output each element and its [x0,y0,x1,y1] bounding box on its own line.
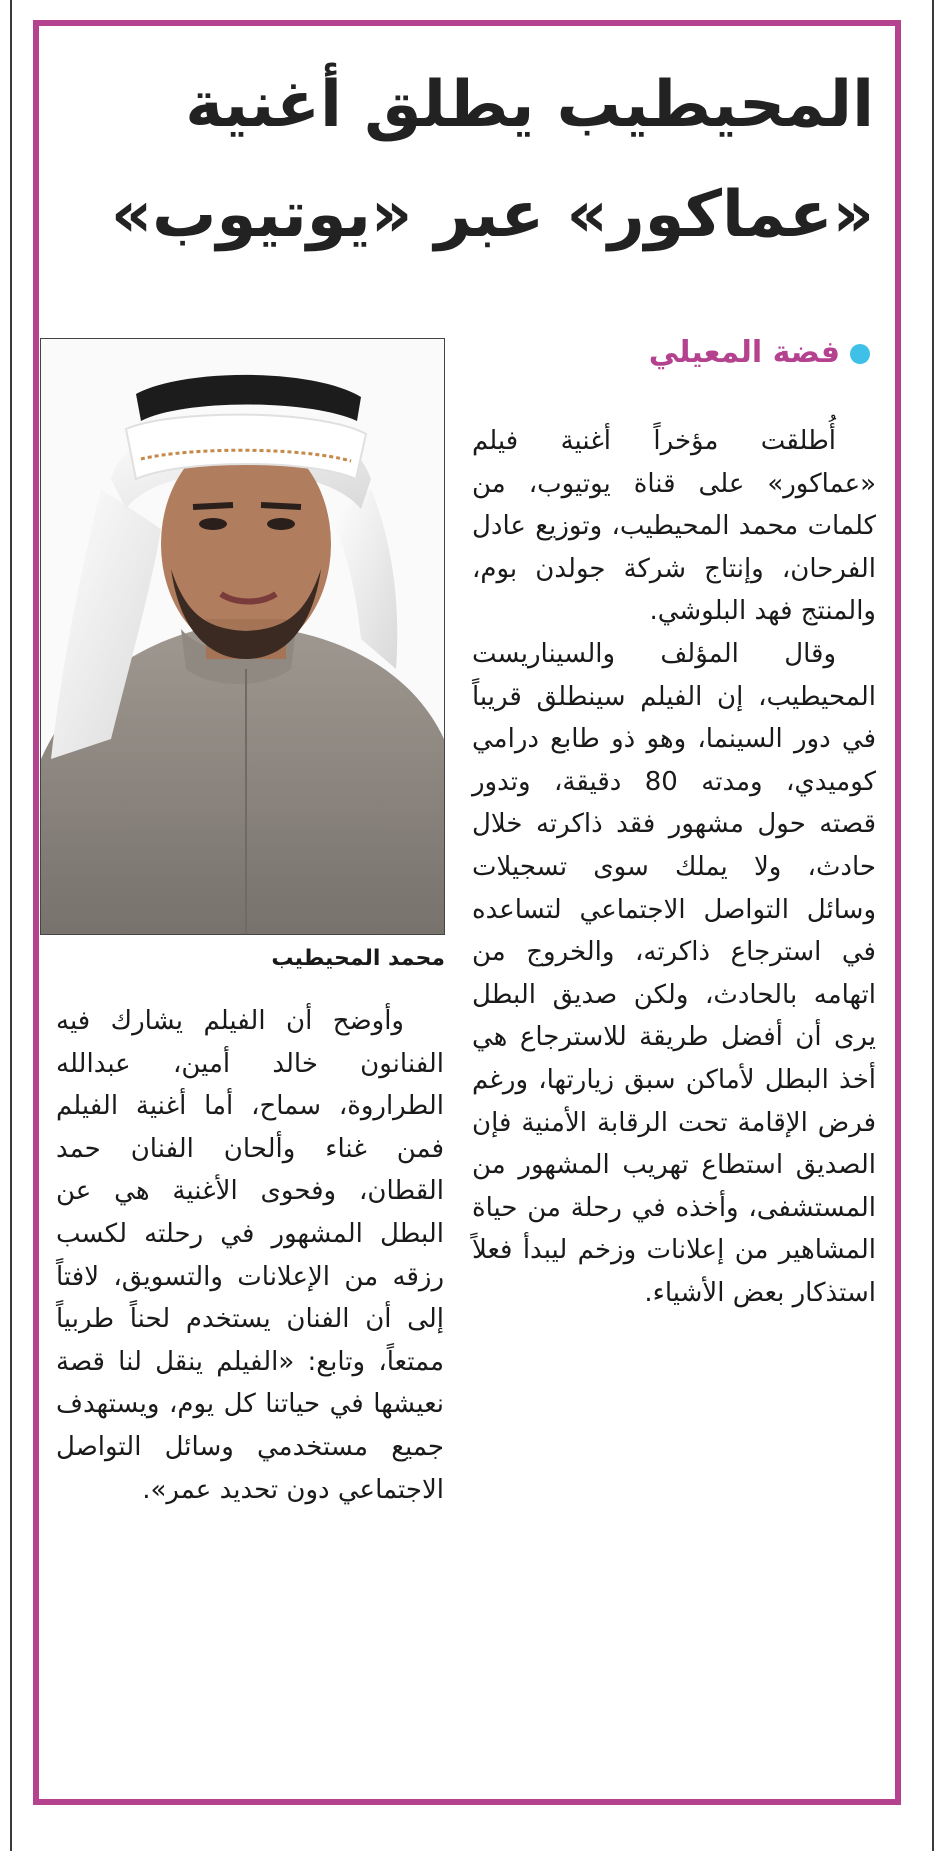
headline-line-1: المحيطيب يطلق أغنية [185,68,874,142]
author-name: فضة المعيلي [648,335,840,370]
paragraph: وقال المؤلف والسيناريست المحيطيب، إن الفيلم سينطلق قريباً في دور السينما، وهو ذو طابع درامي كوميدي، ومدته 80 دقيقة، وتدور قصته حول مشهور فقد ذاكرته خلال حادث، ولا يملك سوى تسجيلات وسائل التواصل الاجتماعي لتساعده في استرجاع ذاكرته، والخروج من اتهامه بالحادث، ولكن صديق البطل يرى أن أفضل طريقة للاسترجاع هي أخذ البطل لأماكن سبق زيارتها، ورغم فرض الإقامة تحت الرقابة الأمنية فإن الصديق استطاع تهريب المشهور من المستشفى، وأخذه في رحلة من حياة المشاهير من إعلانات وزخم ليبدأ فعلاً استذكار بعض الأشياء. [472,638,877,1308]
page-edge-right [932,0,934,1851]
paragraph: وأوضح أن الفيلم يشارك فيه الفنانون خالد أمين، عبدالله الطراروة، سماح، أما أغنية الفيلم فمن غناء وألحان الفنان حمد القطان، وفحوى الأغنية هي عن البطل المشهور في رحلته لكسب رزقه من الإعلانات والتسويق، لافتاً إلى أن الفنان يستخدم لحناً طربياً ممتعاً، وتابع: «الفيلم ينقل لنا قصة نعيشها في حياتنا كل يوم، ويستهدف جميع مستخدمي وسائل التواصل الاجتماعي دون تحديد عمر». [56,1006,444,1505]
page-edge-left [10,0,12,1851]
paragraph: أُطلقت مؤخراً أغنية فيلم «عماكور» على قناة يوتيوب، من كلمات محمد المحيطيب، وتوزيع عادل الفرحان، وإنتاج شركة جولدن بوم، والمنتج فهد البلوشي. [472,426,876,627]
portrait-illustration [41,339,444,934]
headline [44,50,874,270]
left-column-text [56,1000,444,1511]
bullet-dot-icon [850,344,870,364]
photo-caption: محمد المحيطيب [271,946,445,971]
right-column-text [472,420,876,1314]
headline-line-2: «عماكور» عبر «يوتيوب» [110,178,874,252]
byline [470,335,870,370]
portrait-photo [40,338,445,935]
